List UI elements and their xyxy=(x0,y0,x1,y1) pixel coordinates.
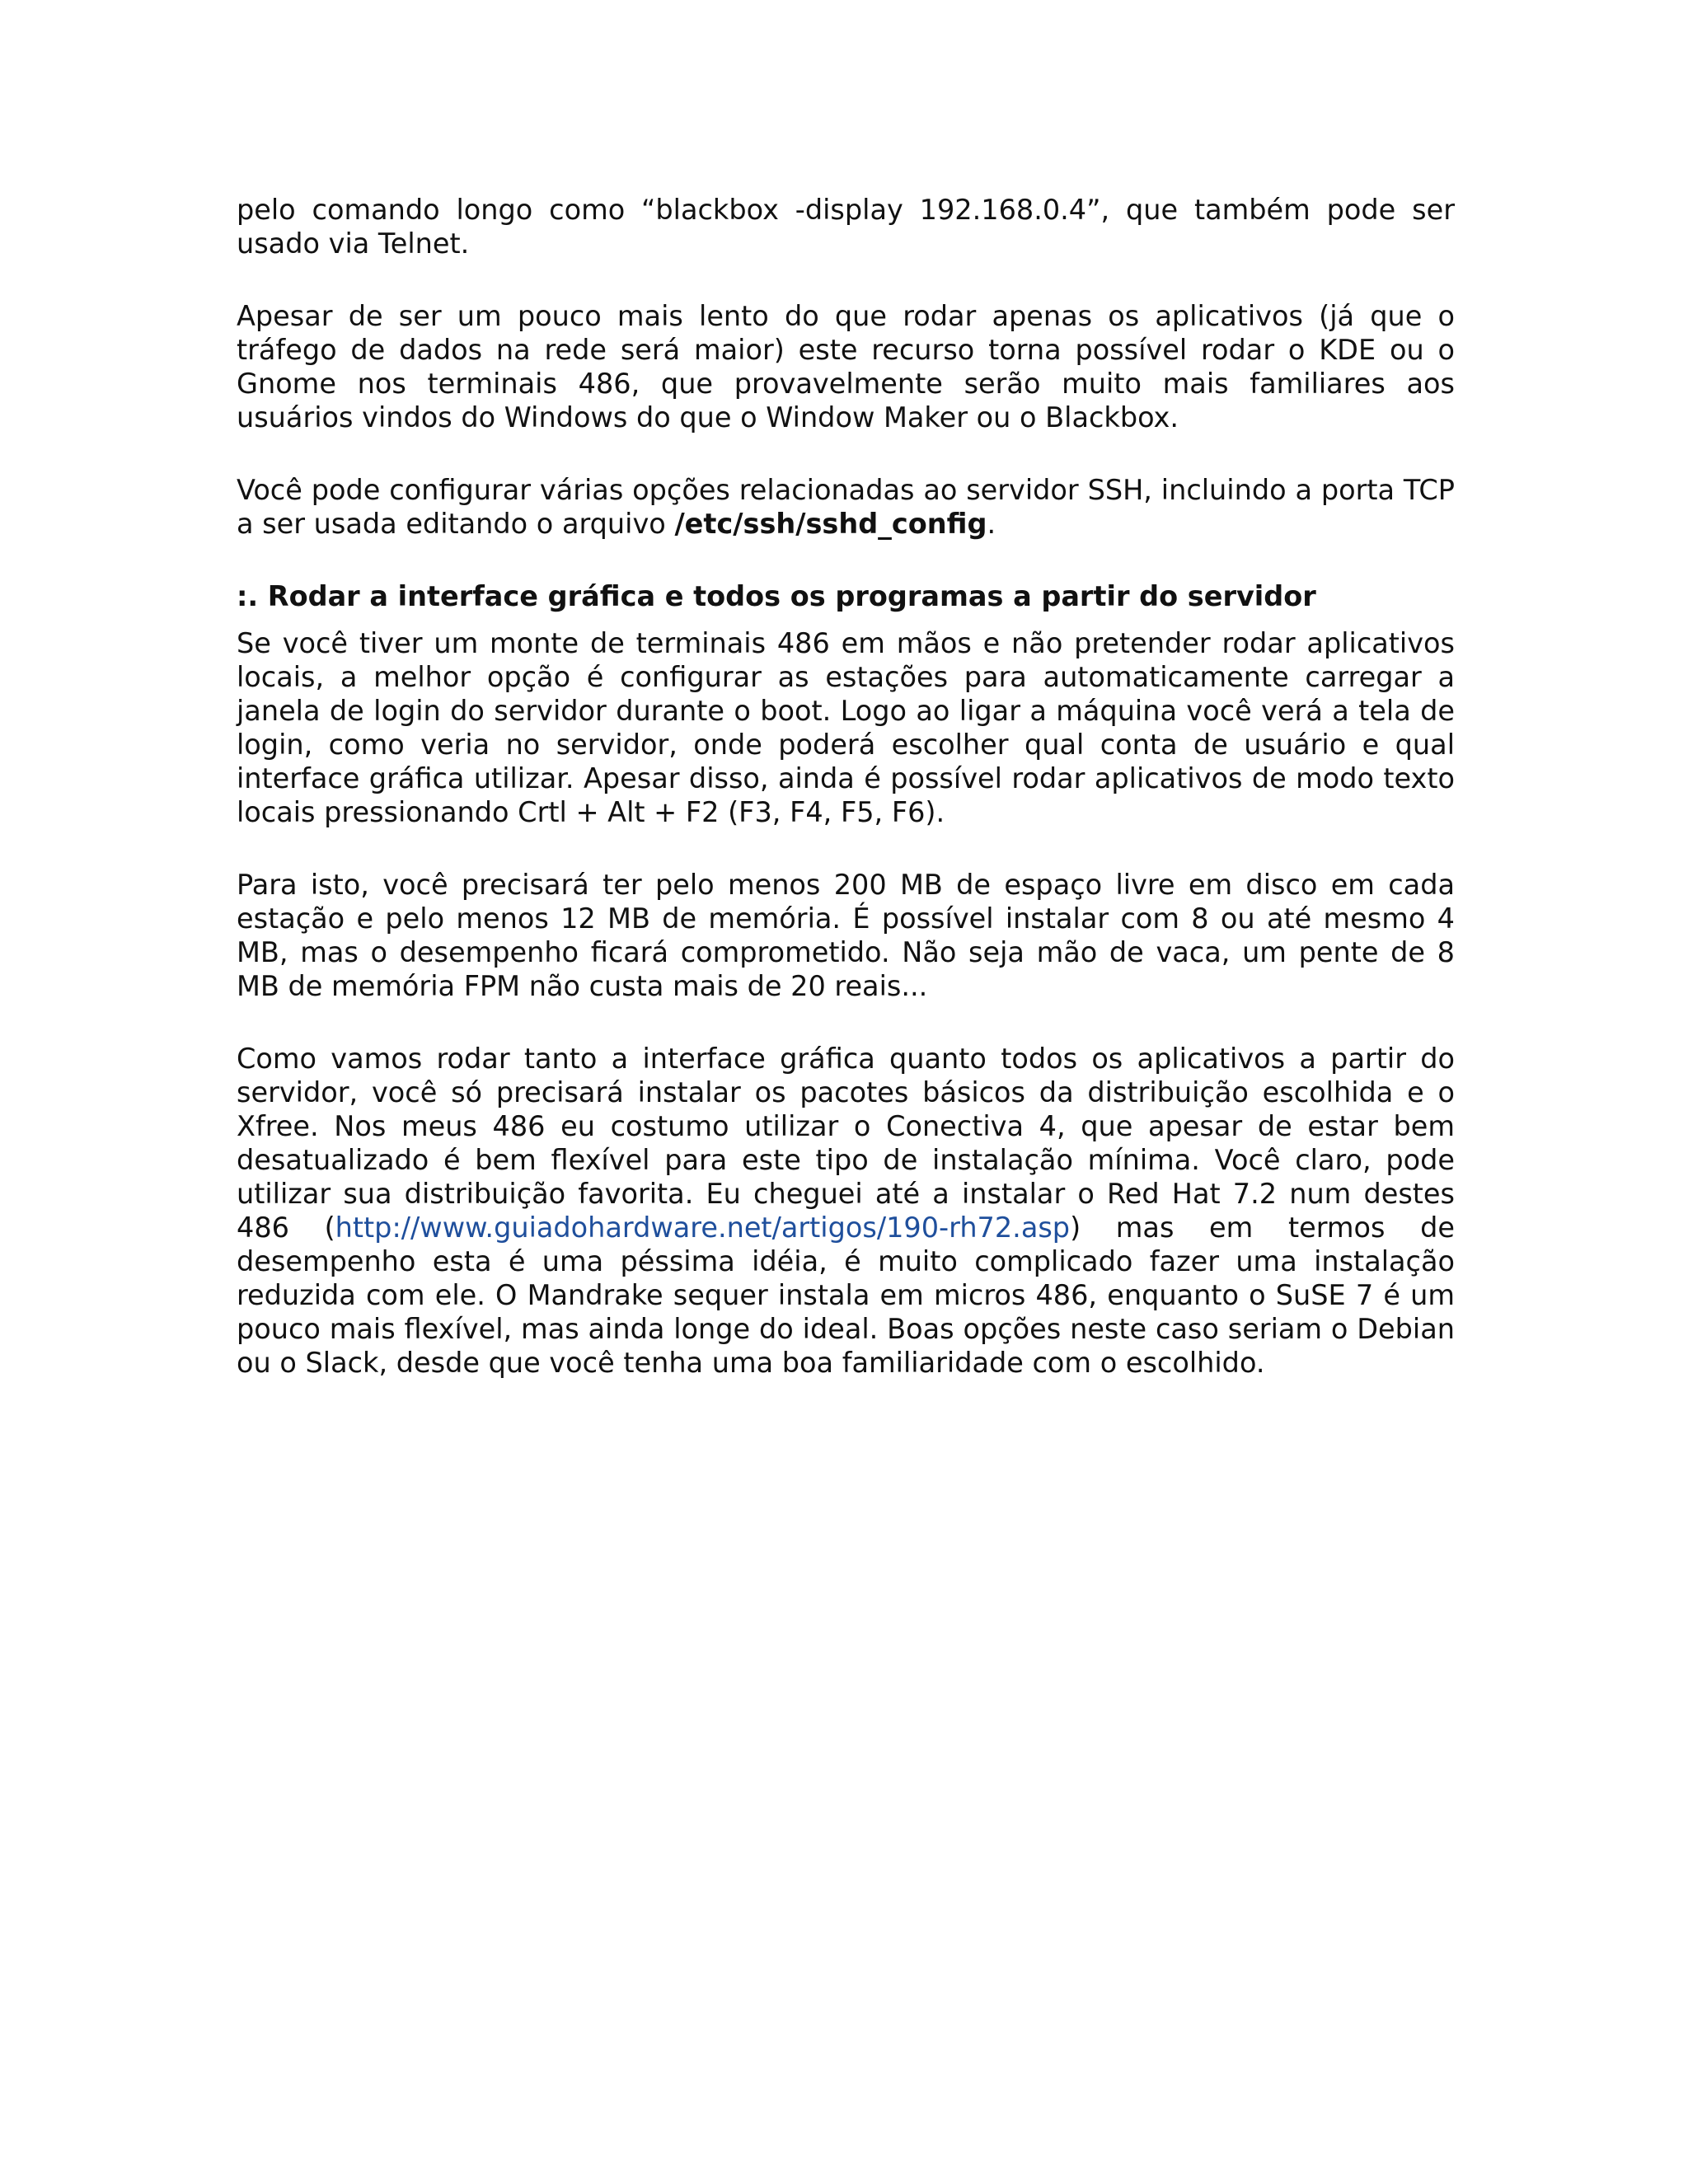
paragraph-login-from-server xyxy=(237,626,1455,829)
paragraph-disk-memory-requirements-text: Para isto, você precisará ter pelo menos 200 MB de espaço livre em disco em cada estação e pelo menos 12 MB de memória. É possível instalar com 8 ou até mesmo 4 MB, mas o desempenho ficará comprometido. Não seja mão de vaca, um pente de 8 MB de memória FPM não custa mais de 20 reais... xyxy=(237,869,1455,1002)
paragraph-remote-desktop-performance-text: Apesar de ser um pouco mais lento do que rodar apenas os aplicativos (já que o tráfego de dados na rede será maior) este recurso torna possível rodar o KDE ou o Gnome nos terminais 486, que provavelmente serão muito mais familiares aos usuários vindos do Windows do que o Window Maker ou o Blackbox. xyxy=(237,300,1455,434)
paragraph-disk-memory-requirements xyxy=(237,868,1455,1003)
guia-do-hardware-link[interactable]: http://www.guiadohardware.net/artigos/190-rh72.asp xyxy=(335,1212,1071,1244)
paragraph-distribution-choice xyxy=(237,1042,1455,1380)
document-body xyxy=(237,193,1455,1418)
paragraph-blackbox-command xyxy=(237,193,1455,260)
paragraph-ssh-configuration-after: . xyxy=(987,508,996,540)
paragraph-distribution-choice-after: ) mas em termos de desempenho esta é uma péssima idéia, é muito complicado fazer uma instalação reduzida com ele. O Mandrake sequer instala em micros 486, enquanto o SuSE 7 é um pouco mais flexível, mas ainda longe do ideal. Boas opções neste caso seriam o Debian ou o Slack, desde que você tenha uma boa familiaridade com o escolhido. xyxy=(237,1212,1455,1379)
paragraph-ssh-configuration xyxy=(237,473,1455,541)
section-heading: :. Rodar a interface gráfica e todos os programas a partir do servidor xyxy=(237,580,1316,612)
paragraph-login-from-server-text: Se você tiver um monte de terminais 486 em mãos e não pretender rodar aplicativos locais, a melhor opção é configurar as estações para automaticamente carregar a janela de login do servidor durante o boot. Logo ao ligar a máquina você verá a tela de login, como veria no servidor, onde poderá escolher qual conta de usuário e qual interface gráfica utilizar. Apesar disso, ainda é possível rodar aplicativos de modo texto locais pressionando Crtl + Alt + F2 (F3, F4, F5, F6). xyxy=(237,627,1455,828)
paragraph-remote-desktop-performance xyxy=(237,299,1455,434)
paragraph-blackbox-command-text: pelo comando longo como “blackbox -display 192.168.0.4”, que também pode ser usado via Telnet. xyxy=(237,194,1455,260)
sshd-config-path: /etc/ssh/sshd_config xyxy=(674,508,987,540)
paragraph-ssh-configuration-before: Você pode configurar várias opções relacionadas ao servidor SSH, incluindo a porta TCP a ser usada editando o arquivo xyxy=(237,474,1455,540)
paragraph-distribution-choice-before: Como vamos rodar tanto a interface gráfica quanto todos os aplicativos a partir do servidor, você só precisará instalar os pacotes básicos da distribuição escolhida e o Xfree. Nos meus 486 eu costumo utilizar o Conectiva 4, que apesar de estar bem desatualizado é bem flexível para este tipo de instalação mínima. Você claro, pode utilizar sua distribuição favorita. Eu cheguei até a instalar o Red Hat 7.2 num destes 486 ( xyxy=(237,1043,1455,1244)
